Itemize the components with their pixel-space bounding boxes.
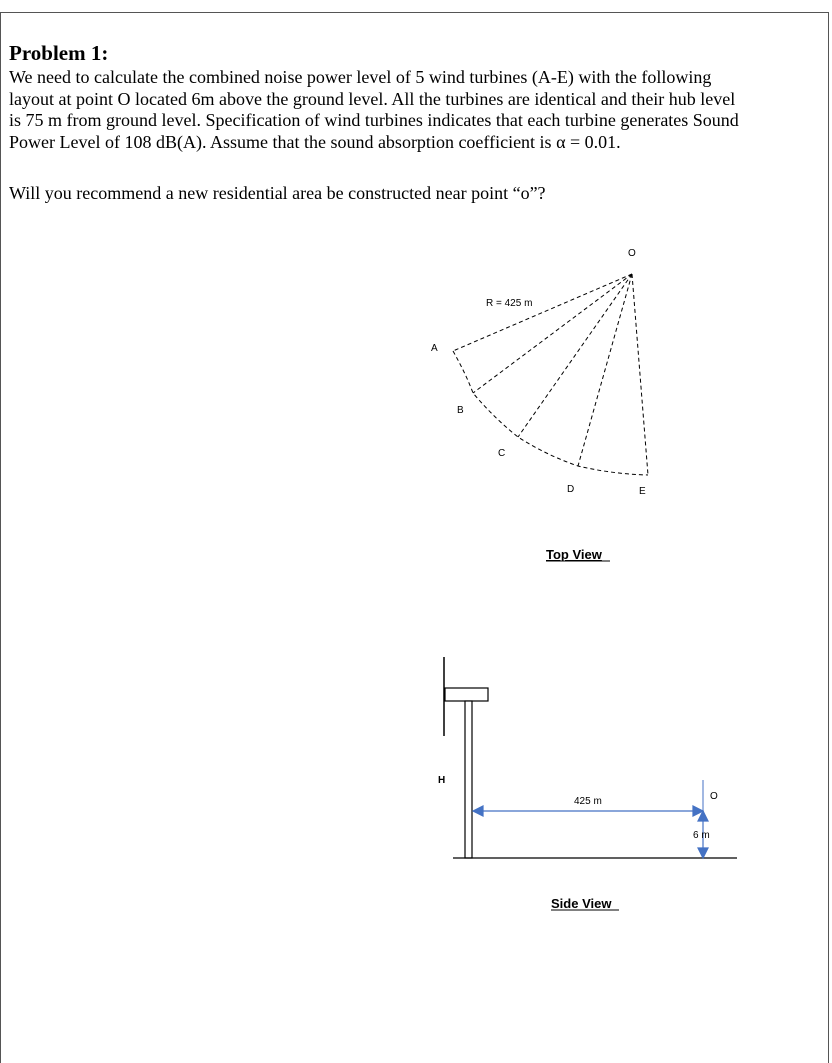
point-o-label-top: O [628, 248, 636, 259]
distance-arrowhead-left [473, 806, 483, 816]
top-view-diagram [431, 248, 648, 562]
problem-question: Will you recommend a new residential area be constructed near point “o”? [9, 183, 546, 203]
radius-line-c [518, 274, 632, 437]
turbine-label-d: D [567, 484, 575, 495]
radius-label: R = 425 m [486, 298, 533, 309]
side-view-caption: Side View [551, 896, 612, 911]
turbine-label-a: A [431, 343, 438, 354]
problem-line-2: layout at point O located 6m above the ground level. All the turbines are identical and their hub level [9, 88, 736, 109]
turbine-label-c: C [498, 448, 506, 459]
height-arrowhead-down [698, 848, 708, 858]
side-view-diagram [438, 657, 737, 911]
radius-line-e [632, 274, 648, 475]
turbine-label-e: E [639, 486, 646, 497]
radius-line-a [453, 274, 632, 351]
top-view-caption: Top View [546, 547, 602, 562]
receiver-height-label: 6 m [693, 830, 710, 841]
turbine-arc [453, 351, 648, 475]
problem-title: Problem 1: [9, 41, 109, 65]
turbine-nacelle [445, 688, 488, 701]
problem-line-1: We need to calculate the combined noise power level of 5 wind turbines (A-E) with the following [9, 67, 712, 87]
problem-line-4: Power Level of 108 dB(A). Assume that the sound absorption coefficient is α = 0.01. [9, 131, 621, 152]
turbine-tower [465, 701, 472, 858]
radius-line-d [578, 274, 632, 466]
radius-line-b [473, 274, 632, 393]
height-label-h: H [438, 775, 446, 786]
distance-label: 425 m [574, 796, 602, 807]
point-o-label-side: O [710, 791, 718, 802]
turbine-label-b: B [457, 405, 464, 416]
problem-line-3: is 75 m from ground level. Specification of wind turbines indicates that each turbine generates Sound [9, 110, 739, 130]
